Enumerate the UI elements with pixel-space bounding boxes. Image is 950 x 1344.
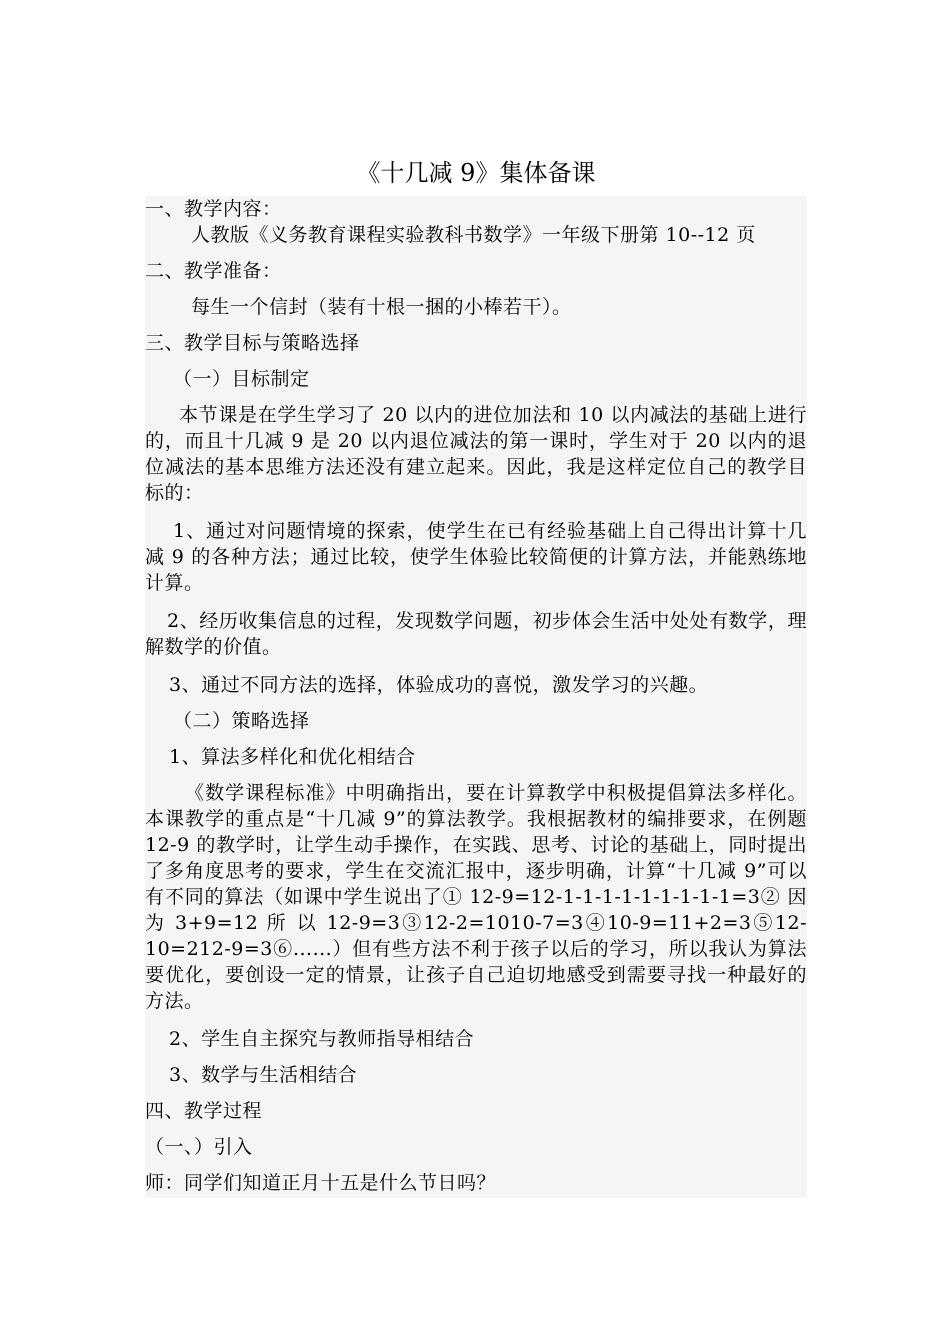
document-body — [145, 196, 807, 1198]
subheading-introduction: （一、）引入 — [145, 1136, 253, 1158]
strategy-item-2: 2、学生自主探究与教师指导相结合 — [169, 1028, 475, 1050]
section-heading-process: 四、教学过程 — [145, 1100, 263, 1122]
content-text: 人教版《义务教育课程实验教科书数学》一年级下册第 10--12 页 — [191, 224, 756, 246]
strategy-item-3: 3、数学与生活相结合 — [169, 1064, 358, 1086]
section-heading-content: 一、教学内容： — [145, 198, 282, 220]
goal-item-1: 1、通过对问题情境的探索，使学生在已有经验基础上自己得出计算十几减 9 的各种方法；通过比较，使学生体验比较简便的计算方法，并能熟练地计算。 — [145, 520, 807, 594]
subheading-goal-setting: （一）目标制定 — [173, 368, 310, 390]
section-heading-preparation: 二、教学准备： — [145, 260, 282, 282]
page-title: 《十几减 9》集体备课 — [356, 159, 596, 187]
strategy-paragraph: 《数学课程标准》中明确指出，要在计算教学中积极提倡算法多样化。本课教学的重点是“十几减 9”的算法教学。我根据教材的编排要求，在例题 12-9 的教学时，让学生动手操作，在实践、思考、讨论的基础上，同时提出了多角度思考的要求，学生在交流汇报中，逐步明确，计算“十几减 9”可以有不同的算法（如课中学生说出了① 12-9=12-1-1-1-1-1-1-1-1-1=3② 因 为 3+9=12 所 以 12-9=3③12-2=1010-7=3④10-9=11+2=3⑤12-10=212-9=3⑥......）但有些方法不利于孩子以后的学习，所以我认为算法要优化，要创设一定的情景，让孩子自己迫切地感受到需要寻找一种最好的方法。 — [145, 782, 807, 1012]
goal-item-2: 2、经历收集信息的过程，发现数学问题，初步体会生活中处处有数学，理解数学的价值。 — [145, 610, 807, 658]
preparation-text: 每生一个信封（装有十根一捆的小棒若干）。 — [191, 296, 572, 318]
goal-item-3: 3、通过不同方法的选择，体验成功的喜悦，激发学习的兴趣。 — [169, 674, 709, 696]
subheading-strategy: （二）策略选择 — [173, 710, 310, 732]
strategy-item-1: 1、算法多样化和优化相结合 — [169, 746, 416, 768]
section-heading-goals: 三、教学目标与策略选择 — [145, 332, 360, 354]
goal-intro-paragraph: 本节课是在学生学习了 20 以内的进位加法和 10 以内减法的基础上进行的，而且十几减 9 是 20 以内退位减法的第一课时，学生对于 20 以内的退位减法的基本思维方法还没有建立起来。因此，我是这样定位自己的教学目标的： — [145, 404, 807, 504]
dialogue-line: 师：同学们知道正月十五是什么节日吗？ — [145, 1172, 497, 1194]
